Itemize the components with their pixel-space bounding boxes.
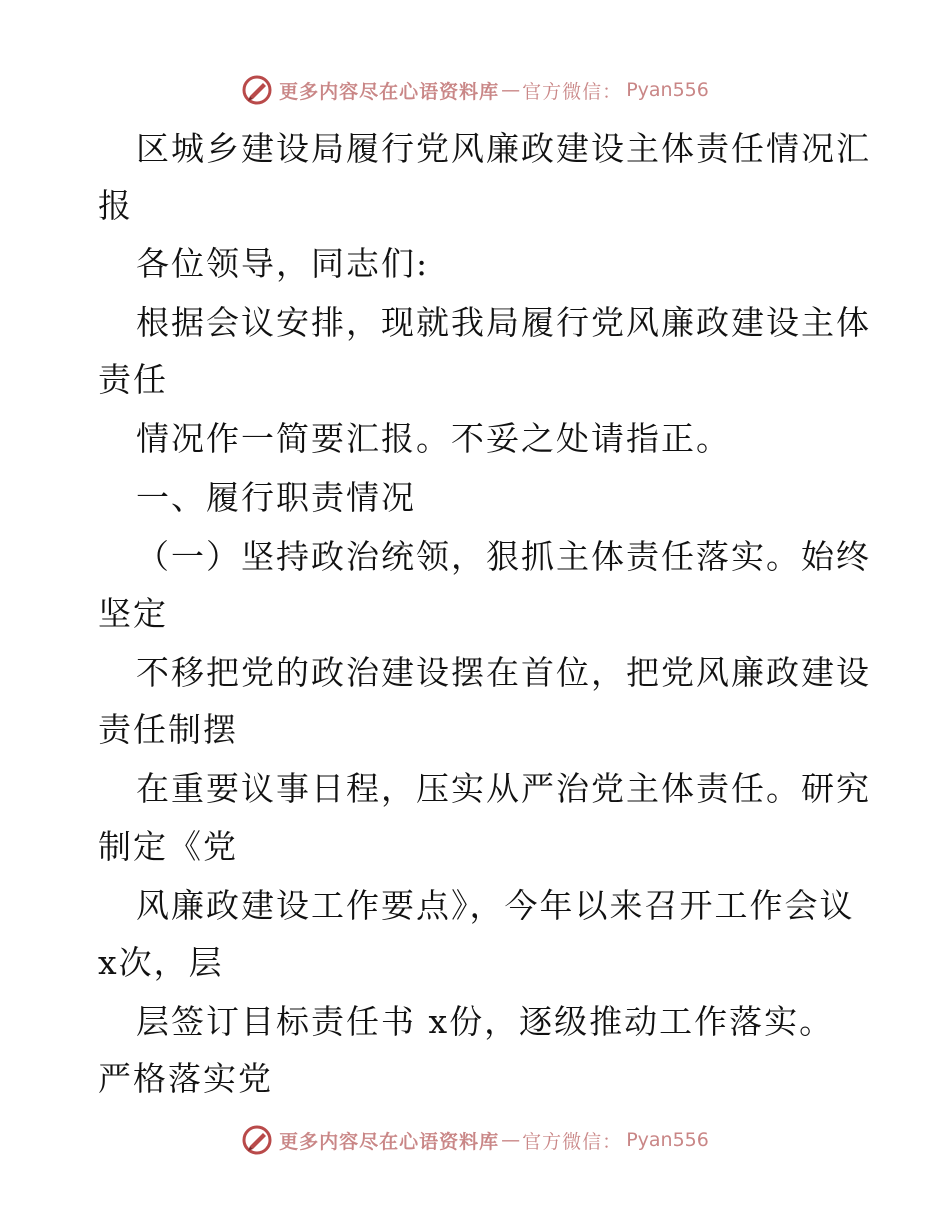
footer-watermark-banner xyxy=(0,1120,950,1160)
banner-sub-text: 官方微信： xyxy=(522,80,623,103)
paragraph-line: 不移把党的政治建设摆在首位，把党风廉政建设 xyxy=(136,653,871,692)
paragraph-line: x次，层 xyxy=(98,943,224,982)
paragraph-line: 严格落实党 xyxy=(98,1059,273,1098)
banner-wechat-id: Pyan556 xyxy=(626,1129,709,1151)
paragraph-line: 情况作一简要汇报。不妥之处请指正。 xyxy=(136,419,731,458)
paragraph-line: 风廉政建设工作要点》，今年以来召开工作会议 xyxy=(136,886,855,925)
salutation: 各位领导，同志们: xyxy=(136,244,430,283)
pen-seal-icon xyxy=(241,1124,273,1156)
banner-sub-text: 官方微信： xyxy=(522,1130,623,1153)
banner-wechat-id: Pyan556 xyxy=(626,79,709,101)
banner-main-text: 更多内容尽在心语资料库 xyxy=(279,1130,500,1153)
paragraph-line: 根据会议安排，现就我局履行党风廉政建设主体 xyxy=(136,303,871,342)
banner-main-text: 更多内容尽在心语资料库 xyxy=(279,80,500,103)
document-title-line-1: 区城乡建设局履行党风廉政建设主体责任情况汇 xyxy=(136,129,871,168)
paragraph-line: 责任 xyxy=(98,360,168,399)
banner-dash: — xyxy=(501,79,521,101)
paragraph-line: 制定《党 xyxy=(98,827,238,866)
paragraph-line: 层签订目标责任书 x份，逐级推动工作落实。 xyxy=(136,1002,835,1041)
paragraph-line: 责任制摆 xyxy=(98,710,238,749)
paragraph-line: （一）坚持政治统领，狠抓主体责任落实。始终 xyxy=(136,537,871,576)
banner-dash: — xyxy=(501,1129,521,1151)
document-title-line-2: 报 xyxy=(98,186,133,225)
paragraph-line: 坚定 xyxy=(98,594,168,633)
section-heading: 一、履行职责情况 xyxy=(136,478,416,517)
paragraph-line: 在重要议事日程，压实从严治党主体责任。研究 xyxy=(136,769,871,808)
